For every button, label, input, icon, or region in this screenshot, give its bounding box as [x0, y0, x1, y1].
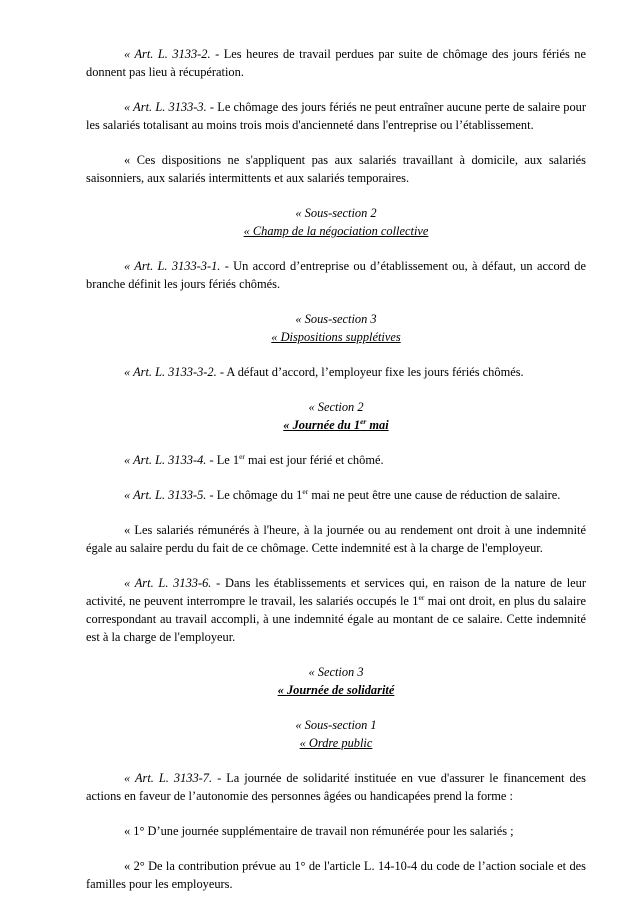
paragraph-art-3133-5: [86, 486, 586, 504]
article-reference: « Art. L. 3133-3-1.: [124, 259, 221, 273]
heading-title-text: « Journée de solidarité: [277, 683, 395, 697]
heading-section-3: [86, 663, 586, 699]
heading-line: « Section 2: [308, 400, 364, 414]
paragraph-art-3133-6: [86, 574, 586, 646]
paragraph-text: - A défaut d’accord, l’employeur fixe les jours fériés chômés.: [216, 365, 524, 379]
paragraph-art-3133-4: [86, 451, 586, 469]
heading-title-text: [283, 418, 388, 432]
heading-title: [86, 328, 586, 346]
heading-title: [86, 416, 586, 434]
article-reference: « Art. L. 3133-3.: [124, 100, 207, 114]
heading-title-pre: « Journée du 1: [283, 418, 361, 432]
heading-title-text: « Champ de la négociation collective: [243, 224, 429, 238]
heading-title: [86, 222, 586, 240]
paragraph-text-cont: mai ont droit, en plus du salaire correspondant au travail accompli, à une indemnité égale au montant de ce salaire. Cette indemnité est à la charge de l'employeur.: [86, 594, 587, 644]
heading-title: [86, 734, 586, 752]
paragraph-text: - Les heures de travail perdues par suite de chômage des jours fériés ne donnent pas lieu à récupération.: [86, 47, 587, 79]
paragraph-exceptions: [86, 151, 586, 187]
paragraph-text: « 2° De la contribution prévue au 1° de l'article L. 14-10-4 du code de l’action sociale et des familles pour les employeurs.: [86, 859, 586, 891]
heading-title-text: « Dispositions supplétives: [271, 330, 401, 344]
paragraph-item-1: [86, 822, 586, 840]
paragraph-art-3133-2: [86, 45, 586, 81]
paragraph-text: « Les salariés rémunérés à l'heure, à la journée ou au rendement ont droit à une indemnité égale au salaire perdu du fait de ce chômage. Cette indemnité est à la charge de l'employeur.: [86, 523, 586, 555]
article-reference: « Art. L. 3133-2.: [124, 47, 211, 61]
heading-line: « Sous-section 2: [295, 206, 377, 220]
paragraph-text: - La journée de solidarité instituée en vue d'assurer le financement des actions en faveur de l’autonomie des personnes âgées ou handicapées prend la forme :: [86, 771, 586, 803]
heading-title-text: « Ordre public: [299, 736, 373, 750]
paragraph-text: - Le 1: [206, 453, 240, 467]
heading-title-sup: er: [360, 417, 367, 426]
paragraph-item-2: [86, 857, 586, 893]
heading-title-post: mai: [366, 418, 389, 432]
article-reference: « Art. L. 3133-3-2.: [124, 365, 217, 379]
paragraph-text-cont: mai est jour férié et chômé.: [244, 453, 384, 467]
heading-line: « Sous-section 3: [295, 312, 377, 326]
paragraph-art-3133-7: [86, 769, 586, 805]
paragraph-text: - Un accord d’entreprise ou d’établissement ou, à défaut, un accord de branche définit les jours fériés chômés.: [86, 259, 586, 291]
paragraph-text-cont: mai ne peut être une cause de réduction de salaire.: [308, 488, 561, 502]
superscript: er: [418, 593, 425, 602]
paragraph-text: - Le chômage des jours fériés ne peut entraîner aucune perte de salaire pour les salariés totalisant au moins trois mois d'ancienneté dans l'entreprise ou l’établissement.: [86, 100, 586, 132]
heading-line: « Section 3: [308, 665, 364, 679]
paragraph-hourly-workers: [86, 521, 586, 557]
heading-sous-section-3: [86, 310, 586, 346]
superscript: er: [239, 452, 245, 461]
paragraph-art-3133-3-1: [86, 257, 586, 293]
article-reference: « Art. L. 3133-4.: [124, 453, 207, 467]
article-reference: « Art. L. 3133-5.: [124, 488, 207, 502]
paragraph-art-3133-3-2: [86, 363, 586, 381]
article-reference: « Art. L. 3133-7.: [124, 771, 213, 785]
paragraph-text: « 1° D’une journée supplémentaire de travail non rémunérée pour les salariés ;: [124, 824, 514, 838]
heading-title: [86, 681, 586, 699]
heading-sous-section-1: [86, 716, 586, 752]
heading-line: « Sous-section 1: [295, 718, 377, 732]
superscript: er: [302, 487, 309, 496]
paragraph-text: « Ces dispositions ne s'appliquent pas aux salariés travaillant à domicile, aux salariés saisonniers, aux salariés intermittents et aux salariés temporaires.: [86, 153, 586, 185]
paragraph-art-3133-3: [86, 98, 586, 134]
article-reference: « Art. L. 3133-6.: [124, 576, 212, 590]
paragraph-text: - Dans les établissements et services qui, en raison de la nature de leur activité, ne peuvent interrompre le travail, les salariés occupés le 1: [86, 576, 587, 608]
paragraph-text: - Le chômage du 1: [206, 488, 303, 502]
heading-sous-section-2: [86, 204, 586, 240]
heading-section-2: [86, 398, 586, 434]
